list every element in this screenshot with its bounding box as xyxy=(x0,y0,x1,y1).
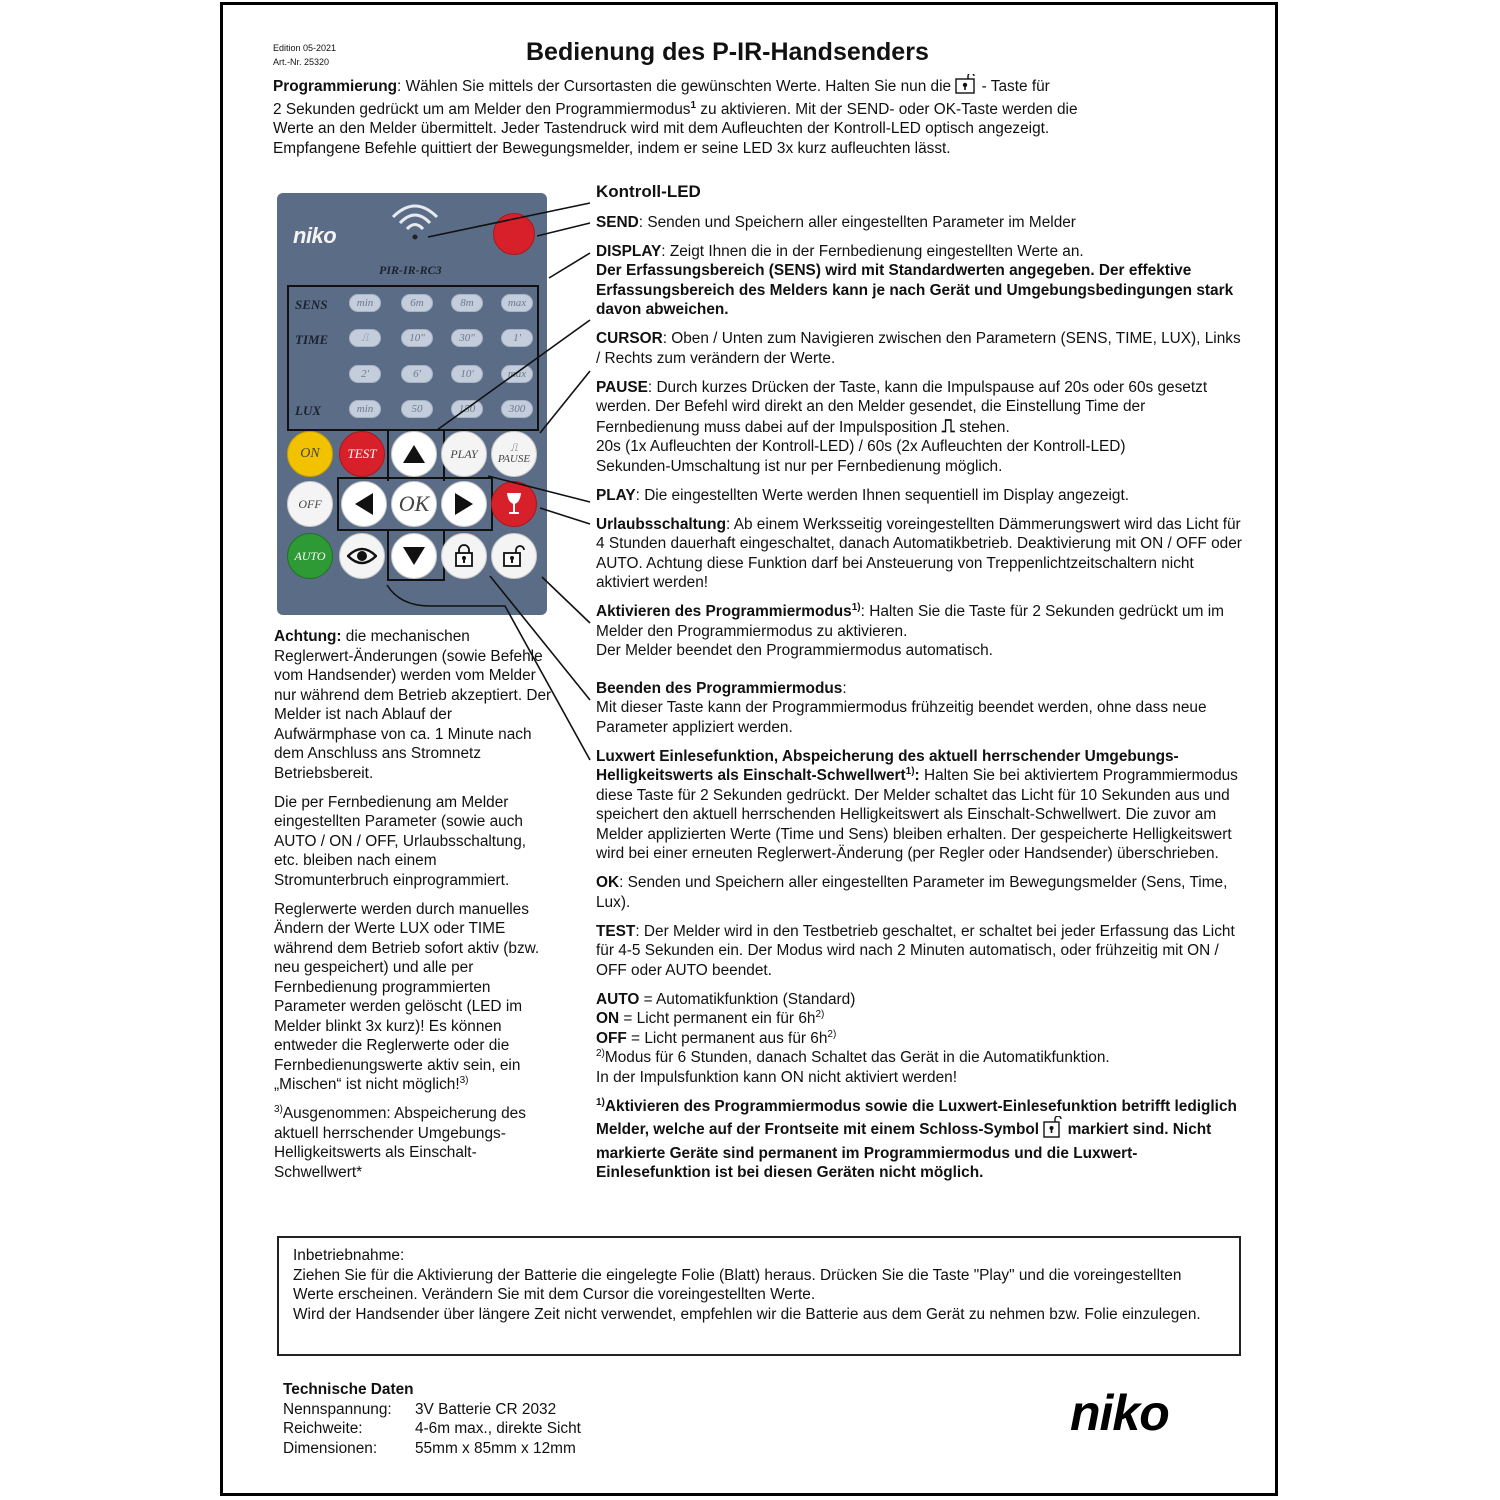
pill: 150 xyxy=(451,400,483,418)
pause-label-text: PAUSE xyxy=(596,378,648,396)
intro-paragraph xyxy=(273,74,1233,158)
page-title: Bedienung des P-IR-Handsenders xyxy=(526,38,929,66)
on-text: = Licht permanent ein für 6h xyxy=(619,1010,816,1027)
cursor-left-button xyxy=(341,481,387,527)
pill: max xyxy=(501,365,533,383)
intro-text-6: Empfangene Befehle quittiert der Bewegungsmelder, indem er seine LED 3x kurz aufleuchten lässt. xyxy=(273,139,951,157)
auto-button: AUTO xyxy=(287,533,333,579)
pill: 8m xyxy=(451,294,483,312)
arrow-up-icon xyxy=(401,443,427,465)
display-row-time: TIME xyxy=(295,332,329,347)
ok-text: : Senden und Speichern aller eingestellten Parameter im Bewegungsmelder (Sens, Time, Lux). xyxy=(596,874,1228,911)
article-number: Art.-Nr. 25320 xyxy=(273,57,330,67)
activate-text-1: : Halten Sie die Taste für 2 Sekunden gedrückt um im Melder den Programmiermodus zu aktivieren. xyxy=(596,603,1224,640)
test-text: : Der Melder wird in den Testbetrieb geschaltet, er schaltet bei jeder Erfassung das Licht für 4-5 Sekunden ein. Der Modus wird nach 2 Minuten automatisch, oder frühzeitig mit ON / OFF oder AUTO beendet. xyxy=(596,922,1235,979)
footnote-text-1: Aktivieren des Programmiermodus sowie die Luxwert-Einlesefunktion betrifft lediglich Melder, welche auf der Frontseite mit einem Schloss-Symbol xyxy=(596,1097,1237,1138)
cursor-down-button xyxy=(391,533,437,579)
pause-text-1: : Durch kurzes Drücken der Taste, kann die Impulspause auf 20s oder 60s gesetzt werden. Der Befehl wird direkt an den Melder gesendet, die Einstellung Time der Fernbedienung muss dabei auf der Impulsposition xyxy=(596,378,1208,436)
cursor-up-button xyxy=(391,431,437,477)
test-button: TEST xyxy=(339,431,385,477)
holiday-text: : Ab einem Werksseitig voreingestellten Dämmerungswert wird das Licht für 4 Stunden dauerhaft eingeschaltet, danach Automatikbetrieb. Deaktivierung mit ON / OFF oder AUTO. Achtung diese Funktion darf bei Ansteuerung von Treppenlichtzeitschaltern nicht aktiviert werden! xyxy=(596,515,1242,591)
commissioning-box xyxy=(277,1236,1241,1356)
pulse-symbol-icon: ⎍ xyxy=(941,415,955,437)
send-button xyxy=(493,213,535,255)
play-button: PLAY xyxy=(441,431,487,477)
lock-open-button xyxy=(491,533,537,579)
lux-sup: 1) xyxy=(905,765,915,777)
ok-description xyxy=(596,873,1248,912)
pill: 6m xyxy=(401,294,433,312)
wineglass-icon xyxy=(504,491,524,517)
arrow-down-icon xyxy=(401,545,427,567)
achtung-text: die mechanischen Reglerwert-Änderungen (sowie Befehle vom Handsender) werden vom Melder nur während dem Betrieb akzeptiert. Der Melder ist nach Ablauf der Aufwärmphase von ca. 1 Minute nach dem Anschluss ans Stromnetz Betriebsbereit. xyxy=(274,628,552,782)
test-label: TEST xyxy=(596,922,636,940)
remote-model: PIR-IR-RC3 xyxy=(379,263,442,277)
left-paragraph-3-text: Reglerwerte werden durch manuelles Ändern der Werte LUX oder TIME während dem Betrieb sofort aktiv (bzw. neu gespeichert) und alle per Fernbedienung programmierten Parameter werden gelöscht (LED im Melder blinkt 3x kurz)! Es können entweder die Reglerwerte oder die Fernbedienungswerte aktiv sein, ein „Mischen“ ist nicht möglich! xyxy=(274,900,540,1093)
display-row-sens: SENS xyxy=(295,297,328,312)
footnote-1 xyxy=(596,1097,1248,1183)
pill: 1' xyxy=(501,329,533,347)
pill: max xyxy=(501,294,533,312)
pause-text-4: Sekunden-Umschaltung ist nur per Fernbedienung möglich. xyxy=(596,457,1003,475)
activate-description xyxy=(596,602,1248,661)
pill: 6' xyxy=(401,365,433,383)
commissioning-title: Inbetriebnahme: xyxy=(293,1247,405,1264)
arrow-right-icon xyxy=(453,491,475,517)
cursor-label: CURSOR xyxy=(596,330,663,347)
tech-value: 4-6m max., direkte Sicht xyxy=(415,1420,581,1437)
tech-value: 55mm x 85mm x 12mm xyxy=(415,1439,576,1457)
achtung-note xyxy=(274,627,552,783)
intro-text-5: Werte an den Melder übermittelt. Jeder Tastendruck wird mit dem Aufleuchten der Kontroll-LED optisch angezeigt. xyxy=(273,120,1050,137)
left-paragraph-2: Die per Fernbedienung am Melder eingestellten Parameter (sowie auch AUTO / ON / OFF, Urlaubsschaltung, etc. bleiben nach einem Stromunterbruch einprogrammiert. xyxy=(274,793,527,889)
cursor-right-button xyxy=(441,481,487,527)
display-row-lux: LUX xyxy=(295,403,321,418)
remote-control-image xyxy=(277,193,547,615)
end-label: Beenden des Programmiermodus xyxy=(596,679,843,697)
display-text: : Zeigt Ihnen die in der Fernbedienung eingestellten Werte an. xyxy=(661,242,1084,260)
commissioning-text-2: Wird der Handsender über längere Zeit nicht verwendet, empfehlen wir die Batterie aus dem Gerät zu nehmen bzw. Folie einzulegen. xyxy=(293,1305,1201,1323)
ok-button: OK xyxy=(391,481,437,527)
display-note: Der Erfassungsbereich (SENS) wird mit Standardwerten angegeben. Der effektive Erfassungsbereich des Melders kann je nach Gerät und Umgebungsbedingungen stark davon abweichen. xyxy=(596,262,1234,318)
pill: 2' xyxy=(349,365,381,383)
cursor-description xyxy=(596,329,1248,368)
lux-colon: : xyxy=(914,767,920,784)
auto-text: = Automatikfunktion (Standard) xyxy=(639,990,856,1008)
mode-sup: 2) xyxy=(596,1047,605,1059)
pill: 10' xyxy=(451,365,483,383)
intro-text-2: - Taste für xyxy=(977,78,1050,95)
lock-icon xyxy=(955,74,977,100)
tech-value: 3V Batterie CR 2032 xyxy=(415,1400,557,1418)
pause-description xyxy=(596,378,1248,477)
pulse-icon: ⎍ xyxy=(510,442,518,454)
send-text: : Senden und Speichern aller eingestellten Parameter im Melder xyxy=(638,213,1076,231)
send-description xyxy=(596,213,1248,233)
tech-key: Nennspannung: xyxy=(283,1400,392,1418)
kontroll-led-label: Kontroll-LED xyxy=(596,182,701,201)
eye-icon xyxy=(347,546,377,566)
activate-label: Aktivieren des Programmiermodus xyxy=(596,603,852,620)
send-label: SEND xyxy=(596,213,639,231)
on-label: ON xyxy=(596,1010,620,1027)
footnote-sup: 1) xyxy=(596,1096,605,1108)
niko-logo: niko xyxy=(1070,1385,1169,1441)
activate-text-2: Der Melder beendet den Programmiermodus automatisch. xyxy=(596,642,993,659)
legend-column xyxy=(596,181,1248,1192)
pill: min xyxy=(349,400,381,418)
activate-sup: 1) xyxy=(851,601,861,613)
play-label: PLAY xyxy=(596,486,636,504)
left-notes xyxy=(274,627,552,1192)
intro-text-4: zu aktivieren. Mit der SEND- oder OK-Taste werden die xyxy=(696,100,1078,118)
on-sup: 2) xyxy=(815,1008,825,1020)
technical-data-title: Technische Daten xyxy=(283,1381,414,1398)
pause-text-2: stehen. xyxy=(954,418,1010,436)
lux-description xyxy=(596,747,1248,864)
commissioning-text: Ziehen Sie für die Aktivierung der Batterie die eingelegte Folie (Blatt) heraus. Drücken Sie die Taste "Play" und die voreingestellten Werte erscheinen. Verändern Sie mit dem Cursor die voreingestellten Werte. xyxy=(293,1266,1182,1303)
remote-brand: niko xyxy=(293,223,337,248)
lock-closed-button xyxy=(441,533,487,579)
footnote-text-2: markiert sind. Nicht markierte Geräte sind permanent im Programmiermodus und die Luxwert-Einlesefunktion ist bei diesen Geräten nicht möglich. xyxy=(596,1121,1212,1181)
mode-text-2: In der Impulsfunktion kann ON nicht aktiviert werden! xyxy=(596,1068,957,1086)
pause-button xyxy=(491,431,537,477)
left-paragraph-4-sup: 3) xyxy=(274,1103,283,1115)
eye-button xyxy=(339,533,385,579)
intro-text-1: : Wählen Sie mittels der Cursortasten die gewünschten Werte. Halten Sie nun die xyxy=(397,78,956,95)
tech-row xyxy=(283,1419,581,1439)
mode-description xyxy=(596,990,1248,1088)
mode-text: Modus für 6 Stunden, danach Schaltet das Gerät in die Automatikfunktion. xyxy=(604,1049,1110,1066)
lock-symbol-icon xyxy=(1043,1116,1063,1144)
cursor-text: : Oben / Unten zum Navigieren zwischen den Parametern (SENS, TIME, LUX), Links / Rechts zum verändern der Werte. xyxy=(596,330,1241,367)
lock-closed-icon xyxy=(453,544,475,568)
lock-open-icon xyxy=(502,544,526,568)
left-paragraph-4 xyxy=(274,1104,552,1182)
ir-signal-icon xyxy=(387,201,443,241)
left-paragraph-4-text: Ausgenommen: Abspeicherung des aktuell herrschender Umgebungs-Helligkeitswerts als Einschalt-Schwellwert* xyxy=(274,1105,526,1181)
off-text: = Licht permanent aus für 6h xyxy=(626,1029,828,1047)
off-label: OFF xyxy=(596,1029,627,1047)
pill: 50 xyxy=(401,400,433,418)
technical-data xyxy=(283,1380,581,1458)
achtung-label: Achtung: xyxy=(274,628,342,645)
pause-label: PAUSE xyxy=(497,453,531,465)
pill: min xyxy=(349,294,381,312)
test-description xyxy=(596,922,1248,981)
pause-text-3: 20s (1x Aufleuchten der Kontroll-LED) / 60s (2x Aufleuchten der Kontroll-LED) xyxy=(596,438,1126,455)
end-colon: : xyxy=(842,679,847,697)
holiday-button xyxy=(491,481,537,527)
remote-display xyxy=(287,285,539,431)
pill: ⎍ xyxy=(349,329,381,347)
display-label: DISPLAY xyxy=(596,242,662,260)
pill: 300 xyxy=(501,400,533,418)
left-paragraph-3 xyxy=(274,900,552,1095)
end-text: Mit dieser Taste kann der Programmiermodus frühzeitig beendet werden, ohne dass neue Parameter appliziert werden. xyxy=(596,699,1207,736)
lux-text: Halten Sie bei aktiviertem Programmiermodus diese Taste für 2 Sekunden gedrückt. Der Melder schaltet das Licht für 10 Sekunden aus und speichert den aktuell herrschenden Helligkeitswert als Einschalt-Schwellwert. Die zuvor am Melder applizierten Werte (Time und Sens) bleiben erhalten. Der gespeicherte Helligkeitswert wird bei einer erneuten Reglerwert-Änderung (per Regler oder Handsender) überschrieben. xyxy=(596,767,1238,862)
intro-label: Programmierung xyxy=(273,78,398,95)
ok-label: OK xyxy=(596,874,620,891)
intro-text-3: 2 Sekunden gedrückt um am Melder den Programmiermodus xyxy=(273,100,691,118)
holiday-description xyxy=(596,515,1248,593)
play-text: : Die eingestellten Werte werden Ihnen sequentiell im Display angezeigt. xyxy=(635,486,1129,504)
edition-text: Edition 05-2021 xyxy=(273,43,337,53)
play-description xyxy=(596,486,1248,506)
pill: 30" xyxy=(451,329,483,347)
off-sup: 2) xyxy=(827,1028,837,1040)
tech-key: Reichweite: xyxy=(283,1420,363,1437)
end-description xyxy=(596,679,1248,738)
arrow-left-icon xyxy=(353,491,375,517)
lux-label: Luxwert Einlesefunktion, Abspeicherung des aktuell herrschender Umgebungs-Helligkeitswerts als Einschalt-Schwellwert xyxy=(596,747,1179,784)
tech-key: Dimensionen: xyxy=(283,1439,378,1457)
auto-label: AUTO xyxy=(596,990,640,1008)
holiday-label: Urlaubsschaltung xyxy=(596,515,726,533)
tech-row xyxy=(283,1400,581,1420)
pill: 10" xyxy=(401,329,433,347)
tech-row xyxy=(283,1439,581,1459)
display-description xyxy=(596,242,1248,320)
on-button: ON xyxy=(287,431,333,477)
intro-sup: 1 xyxy=(690,99,697,111)
off-button: OFF xyxy=(287,481,333,527)
left-paragraph-3-sup: 3) xyxy=(459,1074,469,1086)
